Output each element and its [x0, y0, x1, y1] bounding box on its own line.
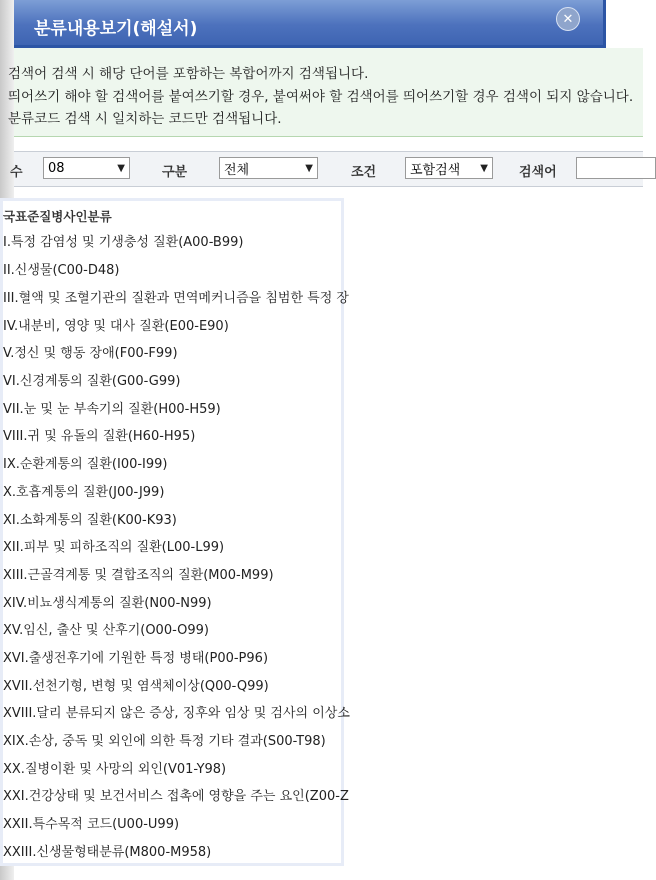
condition-select-value: 포함검색	[410, 162, 461, 178]
tree-item[interactable]: XIII.근골격계통 및 결합조직의 질환(M00-M99)	[3, 568, 274, 583]
search-notice	[8, 48, 643, 137]
notice-line-1: 검색어 검색 시 해당 단어를 포함하는 복합어까지 검색됩니다.	[8, 66, 369, 82]
tree-item[interactable]: XVIII.달리 분류되지 않은 증상, 징후와 임상 및 검사의 이상소	[3, 706, 350, 721]
tree-root: 국표준질병사인분류	[3, 209, 112, 224]
type-select[interactable]	[219, 157, 318, 179]
tree-item[interactable]: XX.질병이환 및 사망의 외인(V01-Y98)	[3, 762, 227, 777]
tree-item[interactable]: X.호흡계통의 질환(J00-J99)	[3, 485, 165, 500]
chevron-down-icon: ▼	[117, 162, 125, 174]
tree-item[interactable]: XXIII.신생물형태분류(M800-M958)	[3, 845, 212, 860]
keyword-input[interactable]	[576, 157, 656, 179]
popup-title: 분류내용보기(해설서)	[34, 19, 198, 39]
title-bar	[14, 0, 603, 48]
degree-label: 수	[10, 165, 23, 180]
classification-tree	[0, 198, 350, 866]
tree-item[interactable]: II.신생물(C00-D48)	[3, 263, 120, 278]
tree-item[interactable]: XVI.출생전후기에 기원한 특정 병태(P00-P96)	[3, 651, 269, 666]
tree-item[interactable]: XII.피부 및 피하조직의 질환(L00-L99)	[3, 540, 225, 555]
degree-select[interactable]	[43, 157, 130, 179]
tree-item[interactable]: XV.임신, 출산 및 산후기(O00-O99)	[3, 623, 209, 638]
close-button[interactable]	[556, 7, 580, 31]
condition-label: 조건	[351, 165, 377, 180]
tree-item[interactable]: V.정신 및 행동 장애(F00-F99)	[3, 346, 178, 361]
chevron-down-icon: ▼	[305, 162, 313, 174]
tree-item[interactable]: XXII.특수목적 코드(U00-U99)	[3, 817, 180, 832]
tree-item[interactable]: XI.소화계통의 질환(K00-K93)	[3, 513, 177, 528]
chevron-down-icon: ▼	[480, 162, 488, 174]
tree-item[interactable]: VII.눈 및 눈 부속기의 질환(H00-H59)	[3, 402, 221, 417]
type-label: 구분	[162, 165, 188, 180]
tree-item[interactable]: XIV.비뇨생식계통의 질환(N00-N99)	[3, 596, 212, 611]
notice-line-3: 분류코드 검색 시 일치하는 코드만 검색됩니다.	[8, 111, 282, 127]
tree-item[interactable]: IX.순환계통의 질환(I00-I99)	[3, 457, 168, 472]
classification-popup	[3, 0, 643, 880]
window-frame-edge	[603, 0, 646, 48]
keyword-label: 검색어	[519, 165, 557, 180]
tree-item[interactable]: III.혈액 및 조혈기관의 질환과 면역메커니즘을 침범한 특정 장	[3, 291, 349, 306]
degree-select-value: 08	[48, 160, 65, 176]
type-select-value: 전체	[224, 162, 250, 178]
tree-item[interactable]: XVII.선천기형, 변형 및 염색체이상(Q00-Q99)	[3, 679, 269, 694]
tree-item[interactable]: IV.내분비, 영양 및 대사 질환(E00-E90)	[3, 319, 229, 334]
filter-bar	[10, 151, 643, 187]
close-icon: ✕	[562, 11, 574, 27]
tree-item[interactable]: I.특정 감염성 및 기생충성 질환(A00-B99)	[3, 235, 244, 250]
tree-item[interactable]: XXI.건강상태 및 보건서비스 접촉에 영향을 주는 요인(Z00-Z	[3, 789, 349, 804]
condition-select[interactable]	[405, 157, 493, 179]
tree-item[interactable]: XIX.손상, 중독 및 외인에 의한 특정 기타 결과(S00-T98)	[3, 734, 326, 749]
tree-item[interactable]: VIII.귀 및 유돌의 질환(H60-H95)	[3, 429, 196, 444]
tree-item[interactable]: VI.신경계통의 질환(G00-G99)	[3, 374, 181, 389]
notice-line-2: 띄어쓰기 해야 할 검색어를 붙여쓰기할 경우, 붙여써야 할 검색어를 띄어쓰기할 경우 검색이 되지 않습니다.	[8, 89, 634, 105]
